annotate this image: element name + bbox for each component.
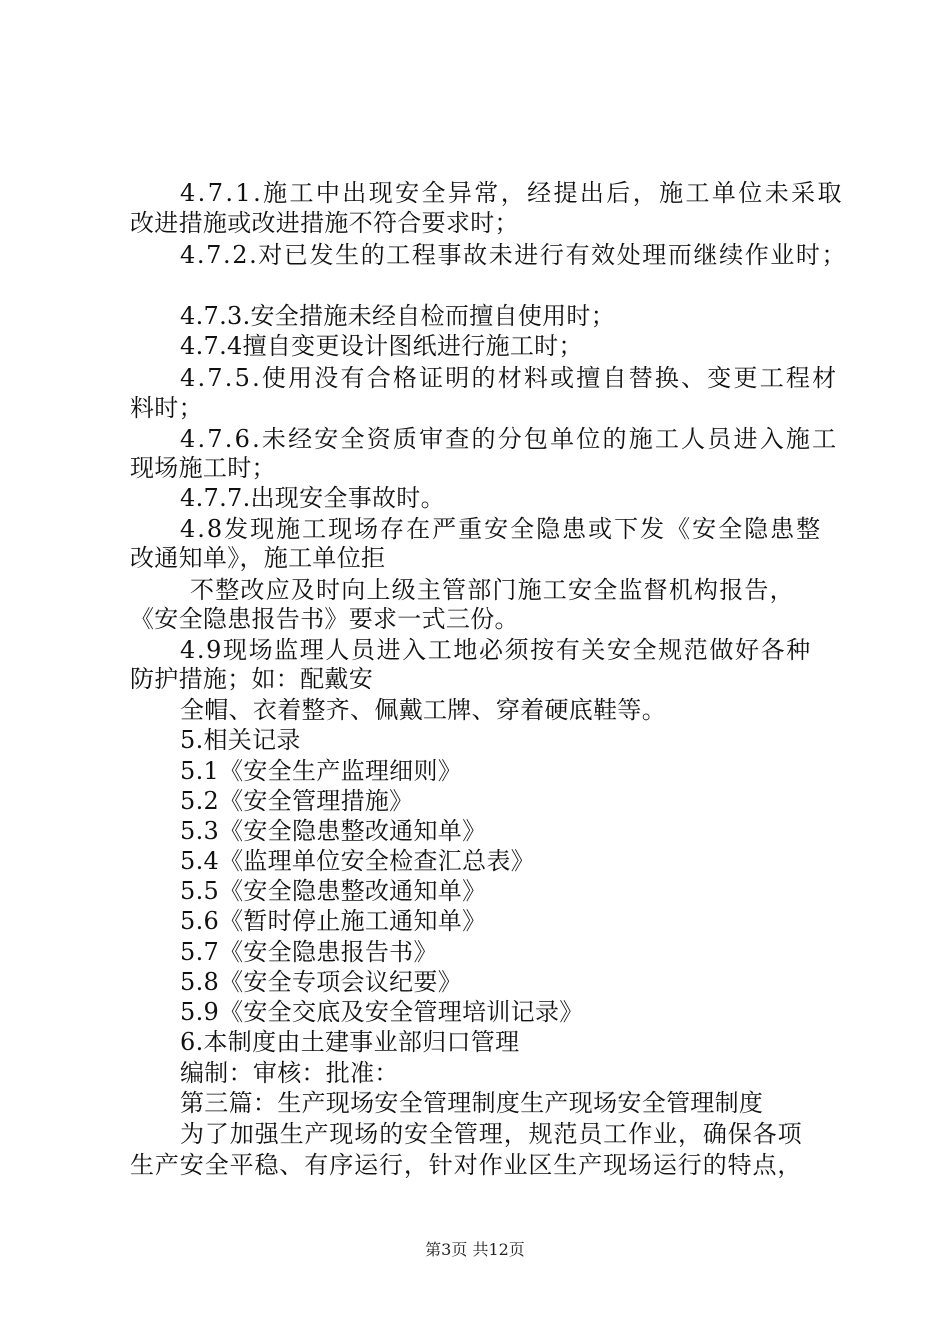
text-line: 改进措施或改进措施不符合要求时； bbox=[130, 209, 519, 237]
text-line: 4.7.4擅自变更设计图纸进行施工时； bbox=[180, 332, 583, 360]
text-line: 5.2《安全管理措施》 bbox=[180, 787, 414, 815]
text-line: 4.7.7.出现安全事故时。 bbox=[180, 484, 445, 512]
text-line: 5.8《安全专项会议纪要》 bbox=[180, 968, 463, 996]
text-line: 4.7.3.安全措施未经自检而擅自使用时； bbox=[180, 302, 615, 330]
text-line: 4.7.6.未经安全资质审查的分包单位的施工人员进入施工 bbox=[180, 425, 839, 453]
text-line: 第三篇：生产现场安全管理制度生产现场安全管理制度 bbox=[180, 1089, 764, 1117]
text-line: 4.7.1.施工中出现安全异常，经提出后，施工单位未采取 bbox=[180, 179, 844, 207]
text-line: 全帽、衣着整齐、佩戴工牌、穿着硬底鞋等。 bbox=[180, 696, 666, 724]
text-line: 4.9现场监理人员进入工地必须按有关安全规范做好各种 bbox=[180, 636, 812, 664]
text-line: 5.6《暂时停止施工通知单》 bbox=[180, 907, 487, 935]
text-line: 生产安全平稳、有序运行，针对作业区生产现场运行的特点， bbox=[130, 1151, 803, 1179]
text-line: 5.相关记录 bbox=[180, 726, 301, 754]
text-line: 编制：审核：批准： bbox=[180, 1059, 399, 1087]
text-line: 5.7《安全隐患报告书》 bbox=[180, 938, 438, 966]
text-line: 5.4《监理单位安全检查汇总表》 bbox=[180, 847, 535, 875]
text-line: 料时； bbox=[130, 394, 203, 422]
text-line: 《安全隐患报告书》要求一式三份。 bbox=[130, 605, 519, 633]
text-line: 5.9《安全交底及安全管理培训记录》 bbox=[180, 998, 584, 1026]
text-line: 5.5《安全隐患整改通知单》 bbox=[180, 877, 487, 905]
text-line: 防护措施；如：配戴安 bbox=[130, 665, 373, 693]
text-line: 现场施工时； bbox=[130, 454, 276, 482]
text-line: 6.本制度由土建事业部归口管理 bbox=[180, 1028, 520, 1056]
text-line: 4.7.5.使用没有合格证明的材料或擅自替换、变更工程材 bbox=[180, 364, 839, 392]
text-line: 5.3《安全隐患整改通知单》 bbox=[180, 817, 487, 845]
text-line: 4.7.2.对已发生的工程事故未进行有效处理而继续作业时； bbox=[180, 241, 848, 269]
text-line: 为了加强生产现场的安全管理，规范员工作业，确保各项 bbox=[180, 1120, 803, 1148]
text-line: 5.1《安全生产监理细则》 bbox=[180, 757, 463, 785]
page-number-footer: 第3页 共12页 bbox=[425, 1240, 525, 1259]
text-line: 改通知单》，施工单位拒 bbox=[130, 544, 386, 572]
text-line: 4.8发现施工现场存在严重安全隐患或下发《安全隐患整 bbox=[180, 515, 823, 543]
text-line: 不整改应及时向上级主管部门施工安全监督机构报告， bbox=[190, 576, 795, 604]
